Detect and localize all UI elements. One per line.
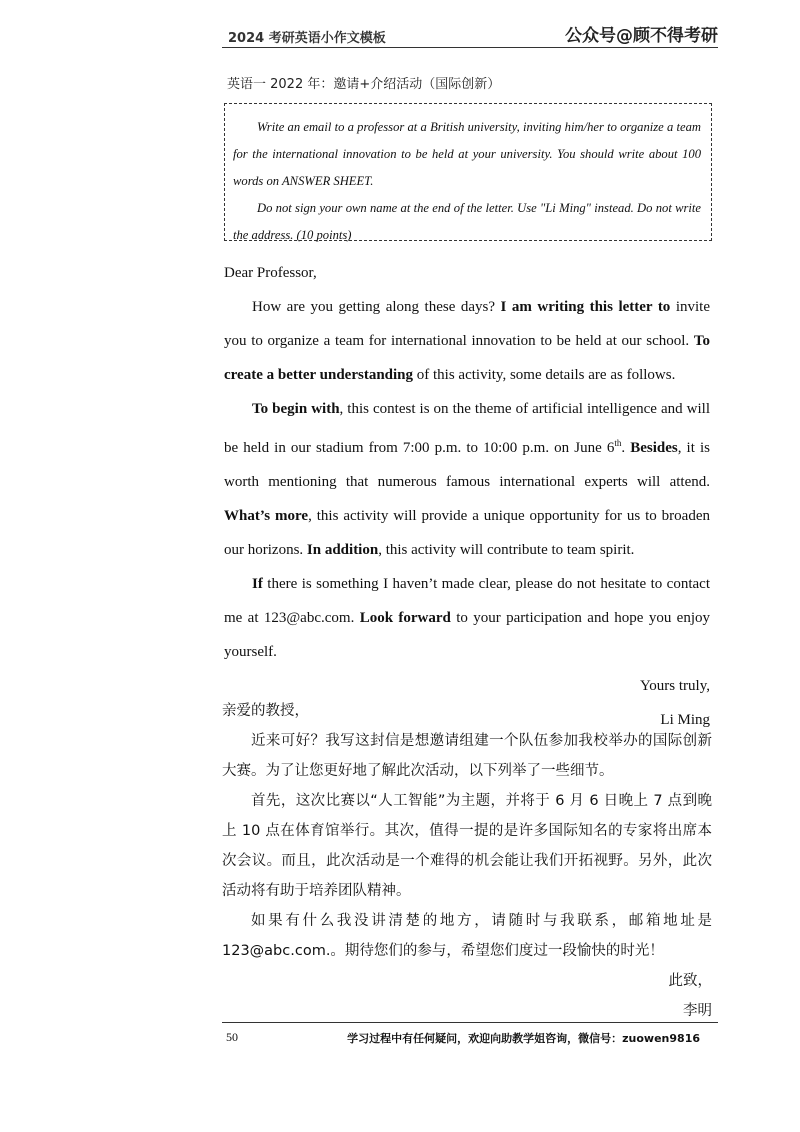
- key-phrase: Besides: [630, 440, 678, 456]
- cn-paragraph-2: 首先，这次比赛以“人工智能”为主题，并将于 6 月 6 日晚上 7 点到晚上 10 点在体育馆举行。其次，值得一提的是许多国际知名的专家将出席本次会议。而且，此次活动是一个难得的机会能让我们开拓视野。另外，此次活动将有助于培养团队精神。: [222, 793, 712, 899]
- letter-salutation: Dear Professor,: [224, 265, 317, 281]
- cn-closing: 此致，: [668, 973, 712, 989]
- letter-closing: Yours truly,: [639, 678, 710, 694]
- section-title: 英语一 2022 年：邀请+介绍活动（国际创新）: [227, 77, 501, 92]
- cn-salutation: 亲爱的教授，: [222, 703, 309, 719]
- prompt-paragraph-2: Do not sign your own name at the end of the letter. Use "Li Ming" instead. Do not write the address. (10 points): [233, 201, 701, 242]
- text-run: .: [621, 440, 631, 456]
- header-title: 2024 考研英语小作文模板: [228, 31, 386, 46]
- key-phrase: If: [252, 576, 263, 592]
- text-run: of this activity, some details are as follows.: [413, 367, 676, 383]
- page-header: [222, 22, 718, 48]
- cn-paragraph-3: 如果有什么我没讲清楚的地方，请随时与我联系，邮箱地址是 123@abc.com.。期待您们的参与，希望您们度过一段愉快的时光！: [222, 913, 712, 959]
- header-divider: [222, 47, 718, 48]
- cn-signature: 李明: [683, 1003, 712, 1019]
- key-phrase: To begin with: [252, 401, 340, 417]
- text-run: there is something I haven’t made clear, please do not hesitate to contact me at 123@abc.com.: [224, 576, 710, 626]
- cn-paragraph-1: 近来可好？我写这封信是想邀请组建一个队伍参加我校举办的国际创新大赛。为了让您更好地了解此次活动，以下列举了一些细节。: [222, 733, 712, 779]
- letter-paragraph-2: [224, 392, 710, 567]
- footer-divider: [222, 1022, 718, 1023]
- text-run: , this activity will contribute to team spirit.: [378, 542, 635, 558]
- key-phrase: What’s more: [224, 508, 309, 524]
- chinese-translation: [222, 696, 712, 1026]
- header-account: 公众号@顾不得考研: [565, 26, 718, 46]
- english-letter: [224, 256, 710, 737]
- prompt-box: [224, 103, 712, 241]
- prompt-paragraph-1: Write an email to a professor at a British university, inviting him/her to organize a team for the international innovation to be held at your university. You should write about 100 words on ANSWER SHEET.: [233, 120, 701, 188]
- text-run: , this contest is on the theme of artificial intelligence and will be held in our stadium from 7:00 p.m. to 10:00 p.m. on June 6: [224, 401, 710, 456]
- text-run: invite you to organize a team for international innovation to be held at our school.: [224, 299, 710, 349]
- letter-paragraph-3: [224, 567, 710, 669]
- key-phrase: To create a better understanding: [224, 333, 710, 383]
- key-phrase: Look forward: [359, 610, 451, 626]
- letter-paragraph-1: [224, 290, 710, 392]
- text-run: , this activity will provide a unique opportunity for us to broaden our horizons.: [224, 508, 710, 558]
- key-phrase: In addition: [306, 542, 379, 558]
- text-run: How are you getting along these days?: [252, 299, 501, 315]
- key-phrase: I am writing this letter to: [500, 299, 671, 315]
- page-number: 50: [226, 1030, 238, 1044]
- text-run: , it is worth mentioning that numerous famous international experts will attend.: [224, 440, 710, 490]
- text-run: to your participation and hope you enjoy yourself.: [224, 610, 711, 660]
- letter-signature: Li Ming: [660, 712, 710, 728]
- footer-note: 学习过程中有任何疑问，欢迎向助教学姐咨询，微信号：zuowen9816: [347, 1032, 700, 1045]
- ordinal-suffix: th: [614, 438, 622, 448]
